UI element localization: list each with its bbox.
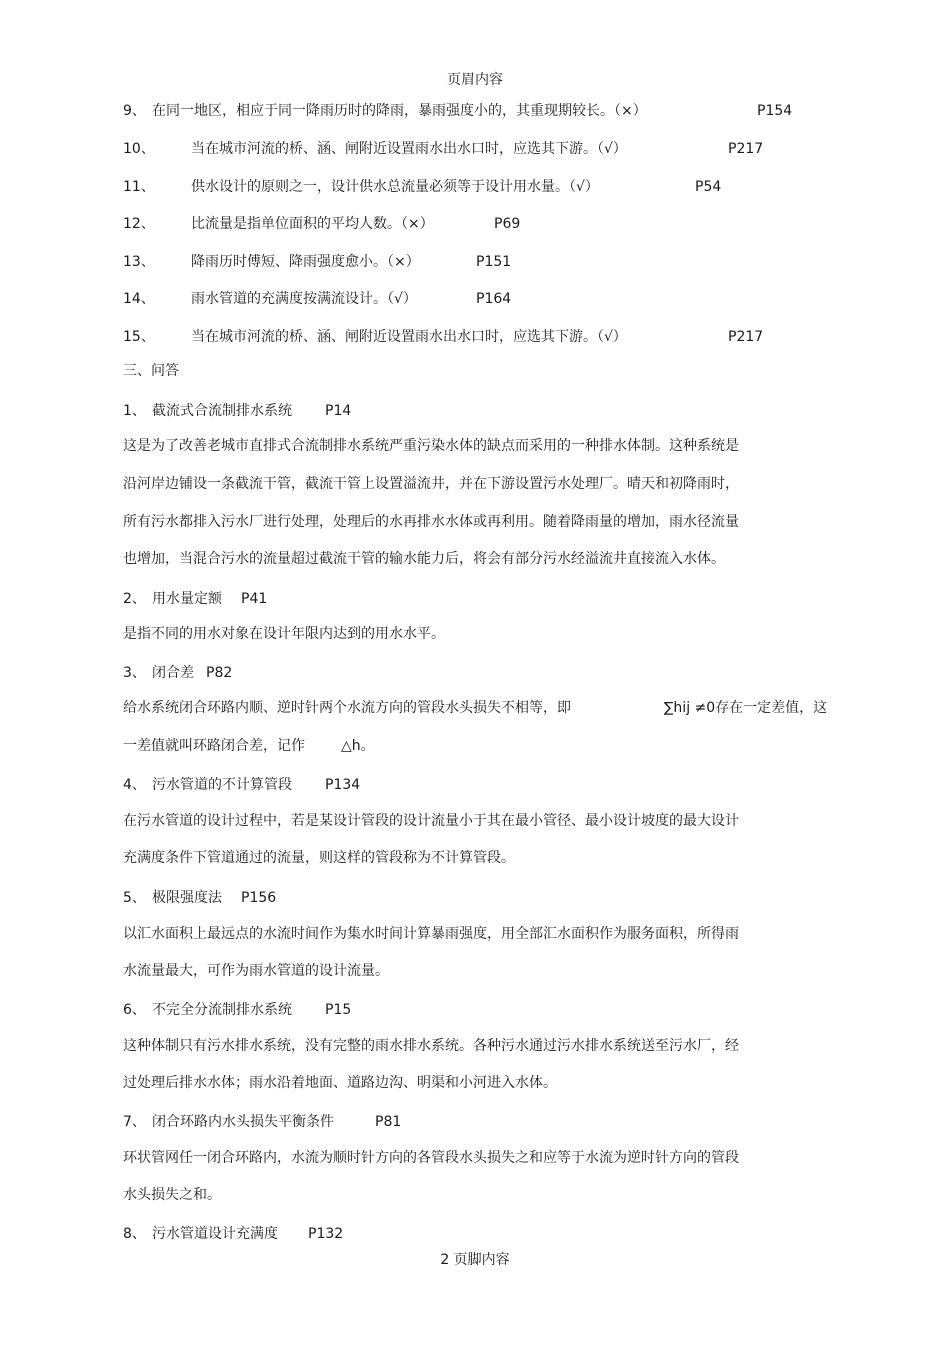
qa-4-body-line: 在污水管道的设计过程中，若是某设计管段的设计流量小于其在最小管径、最小设计坡度的最大设计 bbox=[123, 813, 739, 829]
qa-6-body-line: 这种体制只有污水排水系统，没有完整的雨水排水系统。各种污水通过污水排水系统送至污水厂，经 bbox=[123, 1038, 739, 1054]
qa-1-page: P14 bbox=[325, 403, 352, 419]
tf-item-12-text: 比流量是指单位面积的平均人数。（×） bbox=[191, 216, 434, 232]
qa-6-page: P15 bbox=[325, 1002, 352, 1018]
qa-4-num: 4、 bbox=[123, 777, 146, 793]
qa-3-formula: ∑hij ≠0存在一定差值，这 bbox=[664, 700, 828, 716]
page-footer: 2 页脚内容 bbox=[440, 1252, 510, 1268]
tf-item-10-num: 10、 bbox=[123, 141, 155, 157]
qa-7-page: P81 bbox=[375, 1114, 402, 1130]
tf-item-11-text: 供水设计的原则之一，设计供水总流量必须等于设计用水量。（√） bbox=[191, 179, 599, 195]
tf-item-14-num: 14、 bbox=[123, 291, 155, 307]
qa-5-page: P156 bbox=[241, 890, 277, 906]
tf-item-15-text: 当在城市河流的桥、涵、闸附近设置雨水出水口时，应选其下游。（√） bbox=[191, 329, 627, 345]
tf-item-13-num: 13、 bbox=[123, 254, 155, 270]
page-header: 页眉内容 bbox=[447, 72, 503, 88]
qa-3-body-line: 一差值就叫环路闭合差，记作 bbox=[123, 738, 305, 754]
qa-7-body-line: 环状管网任一闭合环路内，水流为顺时针方向的各管段水头损失之和应等于水流为逆时针方向的管段 bbox=[123, 1150, 739, 1166]
qa-5-body-line: 以汇水面积上最远点的水流时间作为集水时间计算暴雨强度，用全部汇水面积作为服务面积，所得雨 bbox=[123, 926, 739, 942]
qa-2-page: P41 bbox=[241, 591, 268, 607]
tf-item-10-page: P217 bbox=[728, 141, 764, 157]
qa-3-title: 闭合差 bbox=[152, 665, 194, 681]
qa-8-num: 8、 bbox=[123, 1226, 146, 1242]
tf-item-9-page: P154 bbox=[757, 103, 793, 119]
qa-1-body-line: 所有污水都排入污水厂进行处理，处理后的水再排水水体或再利用。随着降雨量的增加，雨水径流量 bbox=[123, 514, 739, 530]
tf-item-13-page: P151 bbox=[476, 254, 512, 270]
tf-item-15-num: 15、 bbox=[123, 329, 155, 345]
qa-7-title: 闭合环路内水头损失平衡条件 bbox=[152, 1114, 334, 1130]
qa-3-symbol: △h。 bbox=[341, 738, 375, 754]
qa-2-title: 用水量定额 bbox=[152, 591, 222, 607]
qa-3-page: P82 bbox=[206, 665, 233, 681]
qa-3-body-line: 给水系统闭合环路内顺、逆时针两个水流方向的管段水头损失不相等，即 bbox=[123, 700, 571, 716]
qa-2-body-line: 是指不同的用水对象在设计年限内达到的用水水平。 bbox=[123, 626, 445, 642]
qa-1-num: 1、 bbox=[123, 403, 146, 419]
tf-item-14-text: 雨水管道的充满度按满流设计。（√） bbox=[191, 291, 417, 307]
qa-2-num: 2、 bbox=[123, 591, 146, 607]
tf-item-13-text: 降雨历时傅短、降雨强度愈小。（×） bbox=[191, 254, 420, 270]
qa-7-body-line: 水头损失之和。 bbox=[123, 1187, 221, 1203]
qa-6-num: 6、 bbox=[123, 1002, 146, 1018]
qa-1-body-line: 这是为了改善老城市直排式合流制排水系统严重污染水体的缺点而采用的一种排水体制。这种系统是 bbox=[123, 438, 739, 454]
qa-1-body-line: 也增加，当混合污水的流量超过截流干管的输水能力后，将会有部分污水经溢流井直接流入水体。 bbox=[123, 551, 725, 567]
qa-8-page: P132 bbox=[308, 1226, 344, 1242]
qa-7-num: 7、 bbox=[123, 1114, 146, 1130]
tf-item-12-num: 12、 bbox=[123, 216, 155, 232]
qa-5-title: 极限强度法 bbox=[152, 890, 222, 906]
qa-4-title: 污水管道的不计算管段 bbox=[152, 777, 292, 793]
qa-1-title: 截流式合流制排水系统 bbox=[152, 403, 292, 419]
qa-5-num: 5、 bbox=[123, 890, 146, 906]
qa-6-body-line: 过处理后排水水体；雨水沿着地面、道路边沟、明渠和小河进入水体。 bbox=[123, 1075, 557, 1091]
qa-4-body-line: 充满度条件下管道通过的流量，则这样的管段称为不计算管段。 bbox=[123, 850, 515, 866]
tf-item-9-num: 9、 bbox=[123, 103, 146, 119]
qa-3-num: 3、 bbox=[123, 665, 146, 681]
qa-5-body-line: 水流量最大，可作为雨水管道的设计流量。 bbox=[123, 963, 389, 979]
qa-6-title: 不完全分流制排水系统 bbox=[152, 1002, 292, 1018]
tf-item-9-text: 在同一地区，相应于同一降雨历时的降雨，暴雨强度小的，其重现期较长。（×） bbox=[152, 103, 647, 119]
tf-item-10-text: 当在城市河流的桥、涵、闸附近设置雨水出水口时，应选其下游。（√） bbox=[191, 141, 627, 157]
qa-1-body-line: 沿河岸边铺设一条截流干管，截流干管上设置溢流井，并在下游设置污水处理厂。晴天和初降雨时， bbox=[123, 476, 739, 492]
section-title: 三、问答 bbox=[123, 363, 179, 379]
qa-8-title: 污水管道设计充满度 bbox=[152, 1226, 278, 1242]
tf-item-11-num: 11、 bbox=[123, 179, 155, 195]
tf-item-11-page: P54 bbox=[695, 179, 722, 195]
tf-item-14-page: P164 bbox=[476, 291, 512, 307]
tf-item-15-page: P217 bbox=[728, 329, 764, 345]
tf-item-12-page: P69 bbox=[494, 216, 521, 232]
qa-4-page: P134 bbox=[325, 777, 361, 793]
